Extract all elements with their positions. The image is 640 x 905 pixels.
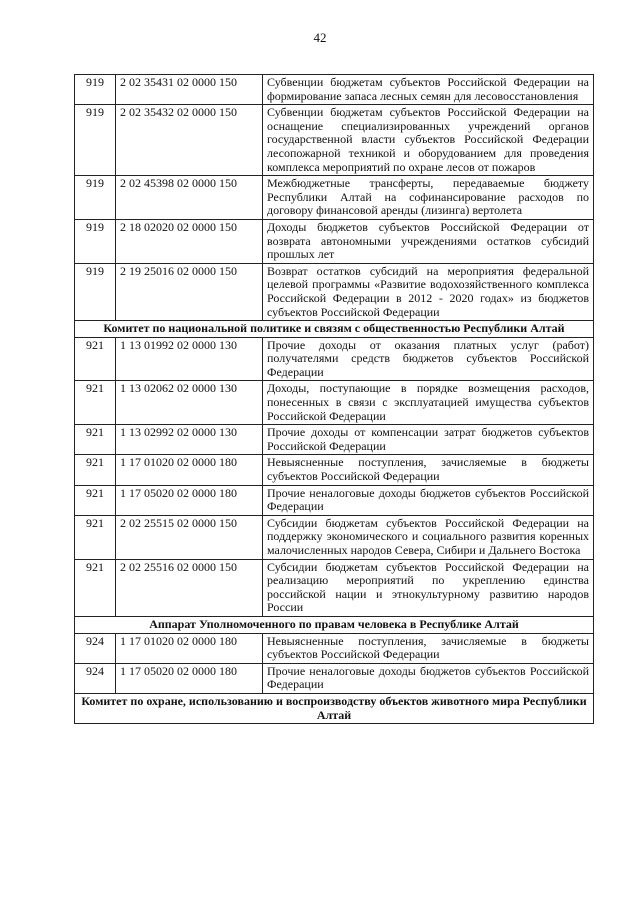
- table-row: [75, 381, 594, 425]
- admin-code-cell: 919: [75, 219, 116, 263]
- budget-code-cell: 2 02 35431 02 0000 150: [116, 75, 263, 105]
- table-row: [75, 515, 594, 559]
- admin-code-cell: 921: [75, 337, 116, 381]
- admin-code-cell: 919: [75, 176, 116, 220]
- description-cell: Прочие доходы от компенсации затрат бюджетов субъектов Российской Федерации: [263, 425, 594, 455]
- section-header-row: [75, 616, 594, 633]
- description-cell: Прочие неналоговые доходы бюджетов субъектов Российской Федерации: [263, 663, 594, 693]
- description-cell: Субвенции бюджетам субъектов Российской Федерации на формирование запаса лесных семян для лесовосстановления: [263, 75, 594, 105]
- admin-code-cell: 921: [75, 381, 116, 425]
- admin-code-cell: 924: [75, 633, 116, 663]
- table-row: [75, 425, 594, 455]
- description-cell: Прочие доходы от оказания платных услуг (работ) получателями средств бюджетов субъектов Российской Федерации: [263, 337, 594, 381]
- description-cell: Субвенции бюджетам субъектов Российской Федерации на оснащение специализированных учреждений органов государственной власти субъектов Российской Федерации лесопожарной техникой и оборудованием для проведения комплекса мероприятий по охране лесов от пожаров: [263, 105, 594, 176]
- table-row: [75, 263, 594, 320]
- admin-code-cell: 919: [75, 75, 116, 105]
- table-row: [75, 455, 594, 485]
- budget-code-cell: 1 17 01020 02 0000 180: [116, 633, 263, 663]
- table-row: [75, 105, 594, 176]
- revenue-code-table: [74, 74, 594, 724]
- budget-code-cell: 2 02 45398 02 0000 150: [116, 176, 263, 220]
- description-cell: Прочие неналоговые доходы бюджетов субъектов Российской Федерации: [263, 485, 594, 515]
- section-header-row: [75, 321, 594, 338]
- admin-code-cell: 921: [75, 559, 116, 616]
- table-row: [75, 559, 594, 616]
- description-cell: Невыясненные поступления, зачисляемые в бюджеты субъектов Российской Федерации: [263, 455, 594, 485]
- admin-code-cell: 921: [75, 455, 116, 485]
- budget-code-cell: 2 02 35432 02 0000 150: [116, 105, 263, 176]
- description-cell: Невыясненные поступления, зачисляемые в бюджеты субъектов Российской Федерации: [263, 633, 594, 663]
- admin-code-cell: 921: [75, 515, 116, 559]
- description-cell: Межбюджетные трансферты, передаваемые бюджету Республики Алтай на софинансирование расходов по договору финансовой аренды (лизинга) вертолета: [263, 176, 594, 220]
- description-cell: Субсидии бюджетам субъектов Российской Федерации на реализацию мероприятий по укреплению единства российской нации и этнокультурному развитию народов России: [263, 559, 594, 616]
- budget-code-cell: 2 02 25515 02 0000 150: [116, 515, 263, 559]
- table-row: [75, 663, 594, 693]
- table-body: [75, 75, 594, 724]
- description-cell: Возврат остатков субсидий на мероприятия федеральной целевой программы «Развитие водохозяйственного комплекса Российской Федерации в 2012 - 2020 годах» из бюджетов субъектов Российской Федерации: [263, 263, 594, 320]
- admin-code-cell: 921: [75, 425, 116, 455]
- page-number: 42: [313, 30, 327, 45]
- budget-code-cell: 1 13 01992 02 0000 130: [116, 337, 263, 381]
- section-title: Комитет по охране, использованию и воспроизводству объектов животного мира Республики Алтай: [75, 693, 594, 723]
- admin-code-cell: 924: [75, 663, 116, 693]
- budget-code-cell: 2 18 02020 02 0000 150: [116, 219, 263, 263]
- budget-code-cell: 1 13 02062 02 0000 130: [116, 381, 263, 425]
- budget-code-cell: 1 17 05020 02 0000 180: [116, 663, 263, 693]
- table-row: [75, 176, 594, 220]
- section-title: Аппарат Уполномоченного по правам человека в Республике Алтай: [75, 616, 594, 633]
- description-cell: Доходы бюджетов субъектов Российской Федерации от возврата автономными учреждениями остатков субсидий прошлых лет: [263, 219, 594, 263]
- budget-code-cell: 2 19 25016 02 0000 150: [116, 263, 263, 320]
- admin-code-cell: 921: [75, 485, 116, 515]
- budget-code-cell: 1 13 02992 02 0000 130: [116, 425, 263, 455]
- budget-code-cell: 1 17 01020 02 0000 180: [116, 455, 263, 485]
- budget-code-cell: 1 17 05020 02 0000 180: [116, 485, 263, 515]
- table-row: [75, 219, 594, 263]
- description-cell: Субсидии бюджетам субъектов Российской Федерации на поддержку экономического и социального развития коренных малочисленных народов Севера, Сибири и Дальнего Востока: [263, 515, 594, 559]
- section-title: Комитет по национальной политике и связям с общественностью Республики Алтай: [75, 321, 594, 338]
- table-row: [75, 485, 594, 515]
- table-row: [75, 337, 594, 381]
- admin-code-cell: 919: [75, 263, 116, 320]
- table-row: [75, 75, 594, 105]
- table-row: [75, 633, 594, 663]
- section-header-row: [75, 693, 594, 723]
- admin-code-cell: 919: [75, 105, 116, 176]
- budget-code-cell: 2 02 25516 02 0000 150: [116, 559, 263, 616]
- description-cell: Доходы, поступающие в порядке возмещения расходов, понесенных в связи с эксплуатацией имущества субъектов Российской Федерации: [263, 381, 594, 425]
